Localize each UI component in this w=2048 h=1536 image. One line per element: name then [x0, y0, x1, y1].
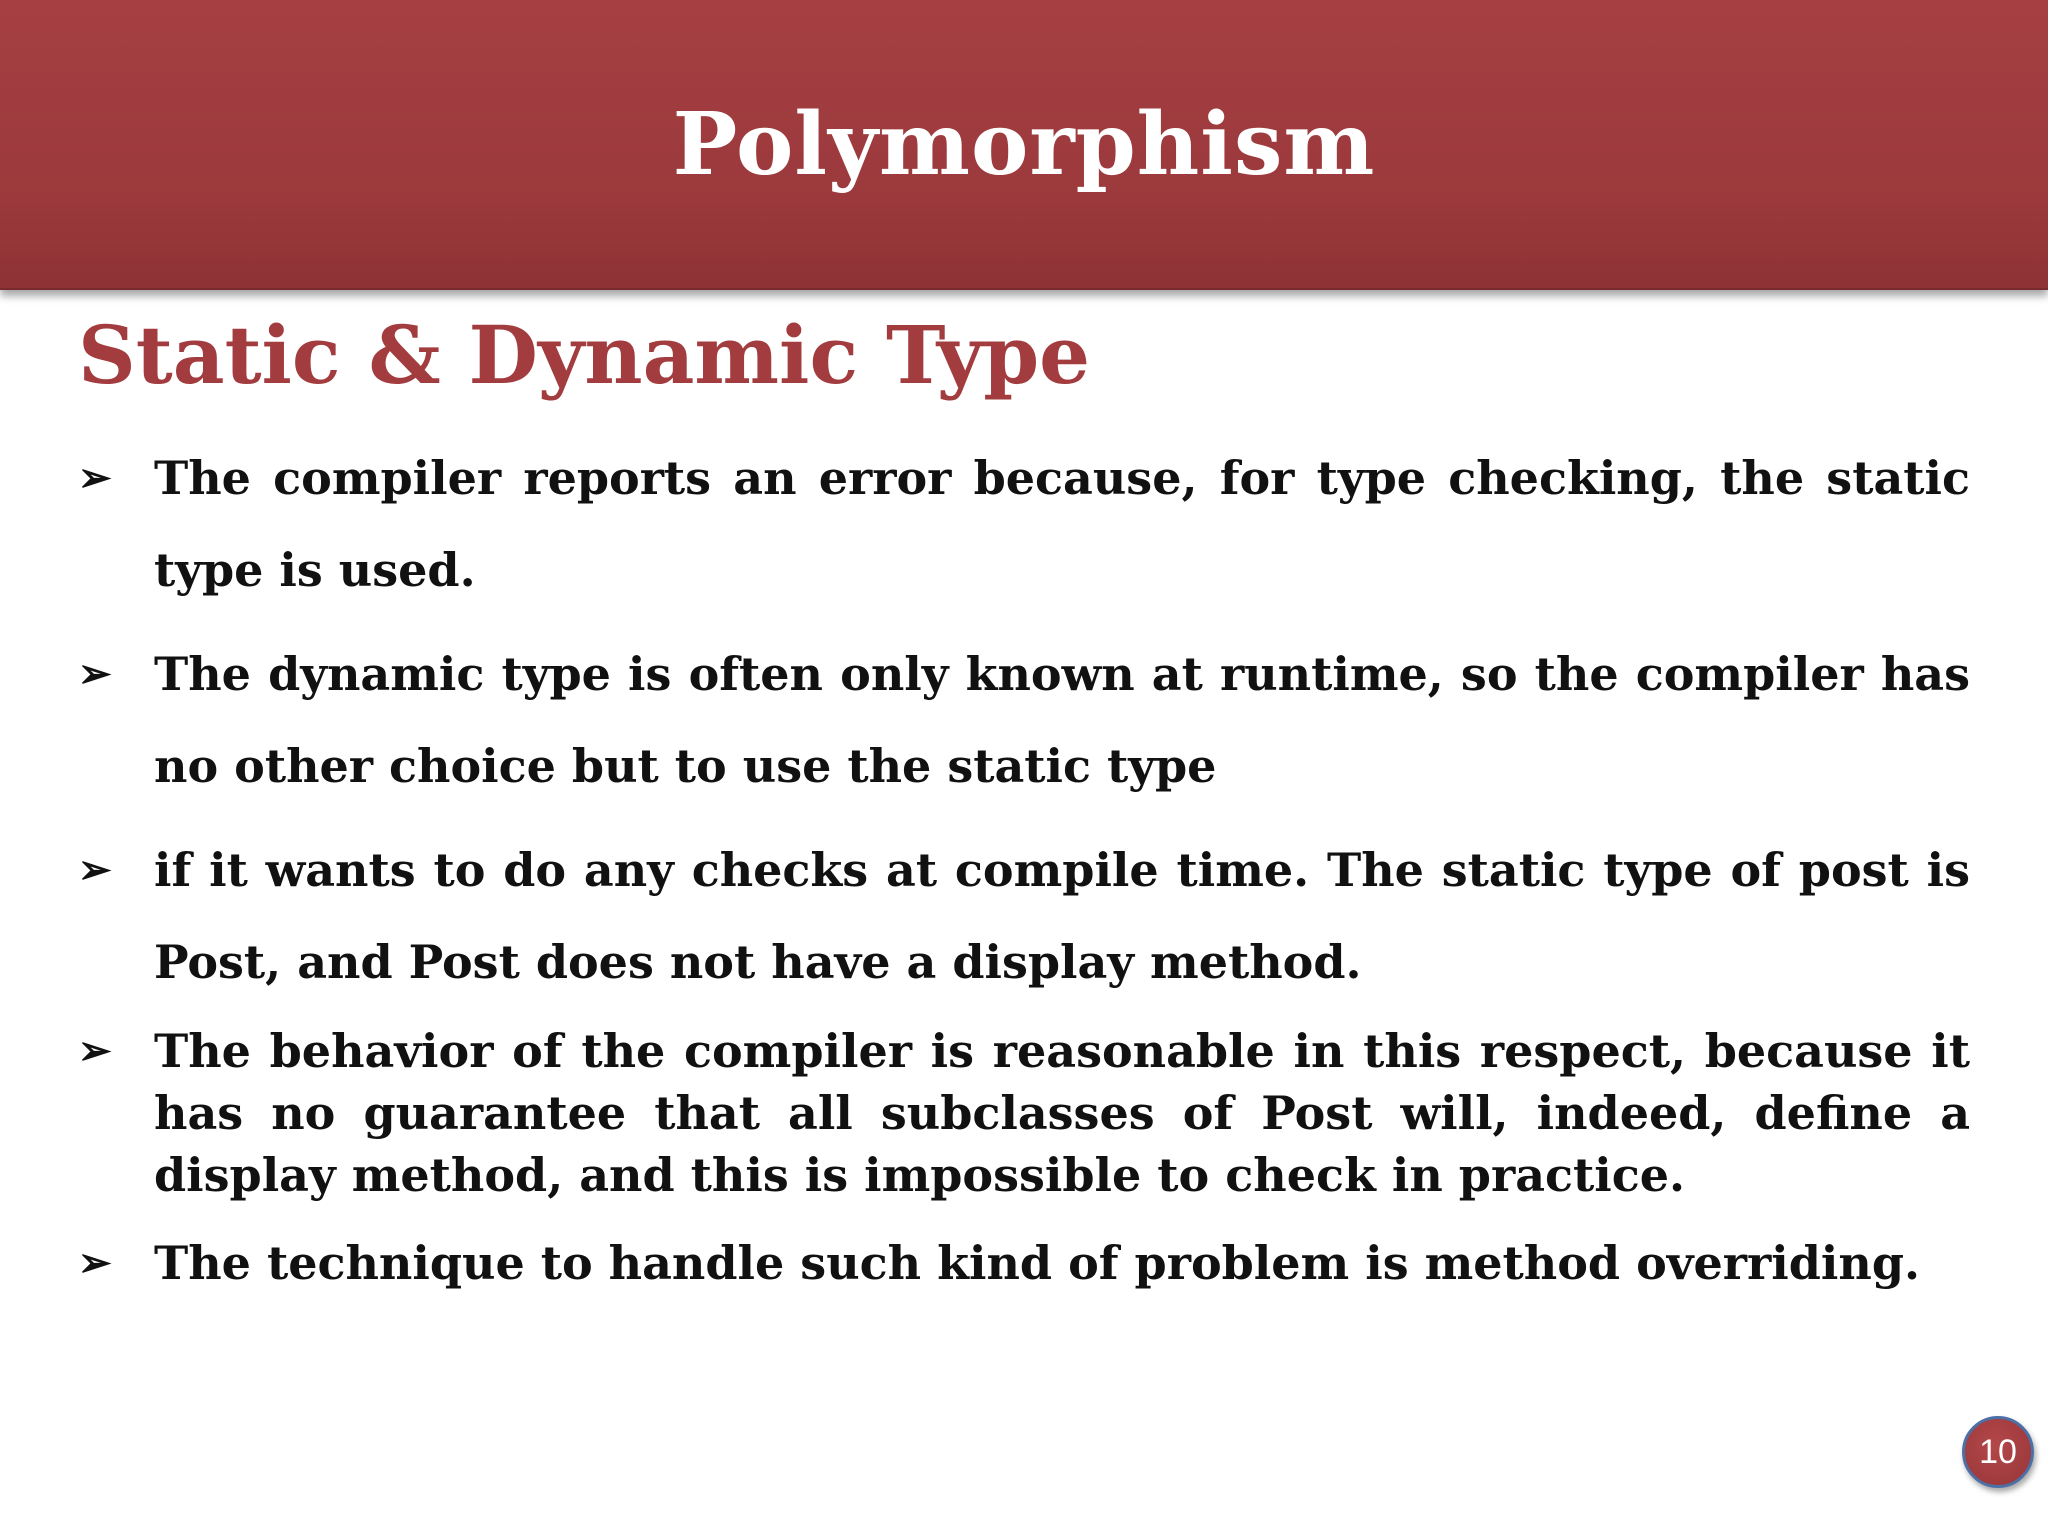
- title-banner: [0, 0, 2048, 290]
- bullet-item: [78, 1020, 1970, 1206]
- bullet-item: [78, 628, 1970, 812]
- arrowhead-bullet-icon: ➢: [78, 650, 112, 697]
- bullet-text: if it wants to do any checks at compile time. The static type of post is Post, and Post does not have a display method.: [154, 843, 1970, 989]
- slide-title: Polymorphism: [672, 94, 1376, 195]
- bullet-list: [78, 432, 1970, 1320]
- page-number-badge: 10: [1962, 1416, 2034, 1488]
- bullet-item: [78, 824, 1970, 1008]
- slide-subtitle: Static & Dynamic Type: [78, 308, 1091, 402]
- arrowhead-bullet-icon: ➢: [78, 1027, 112, 1074]
- bullet-text: The dynamic type is often only known at runtime, so the compiler has no other choice but to use the static type: [154, 647, 1970, 793]
- arrowhead-bullet-icon: ➢: [78, 846, 112, 893]
- arrowhead-bullet-icon: ➢: [78, 1239, 112, 1286]
- bullet-text: The behavior of the compiler is reasonable in this respect, because it has no guarantee that all subclasses of Post will, indeed, define a display method, and this is impossible to check in practice.: [154, 1024, 1970, 1202]
- bullet-text: The compiler reports an error because, for type checking, the static type is used.: [154, 451, 1970, 597]
- bullet-item: [78, 1232, 1970, 1294]
- bullet-item: [78, 432, 1970, 616]
- bullet-text: The technique to handle such kind of problem is method overriding.: [154, 1236, 1920, 1290]
- arrowhead-bullet-icon: ➢: [78, 454, 112, 501]
